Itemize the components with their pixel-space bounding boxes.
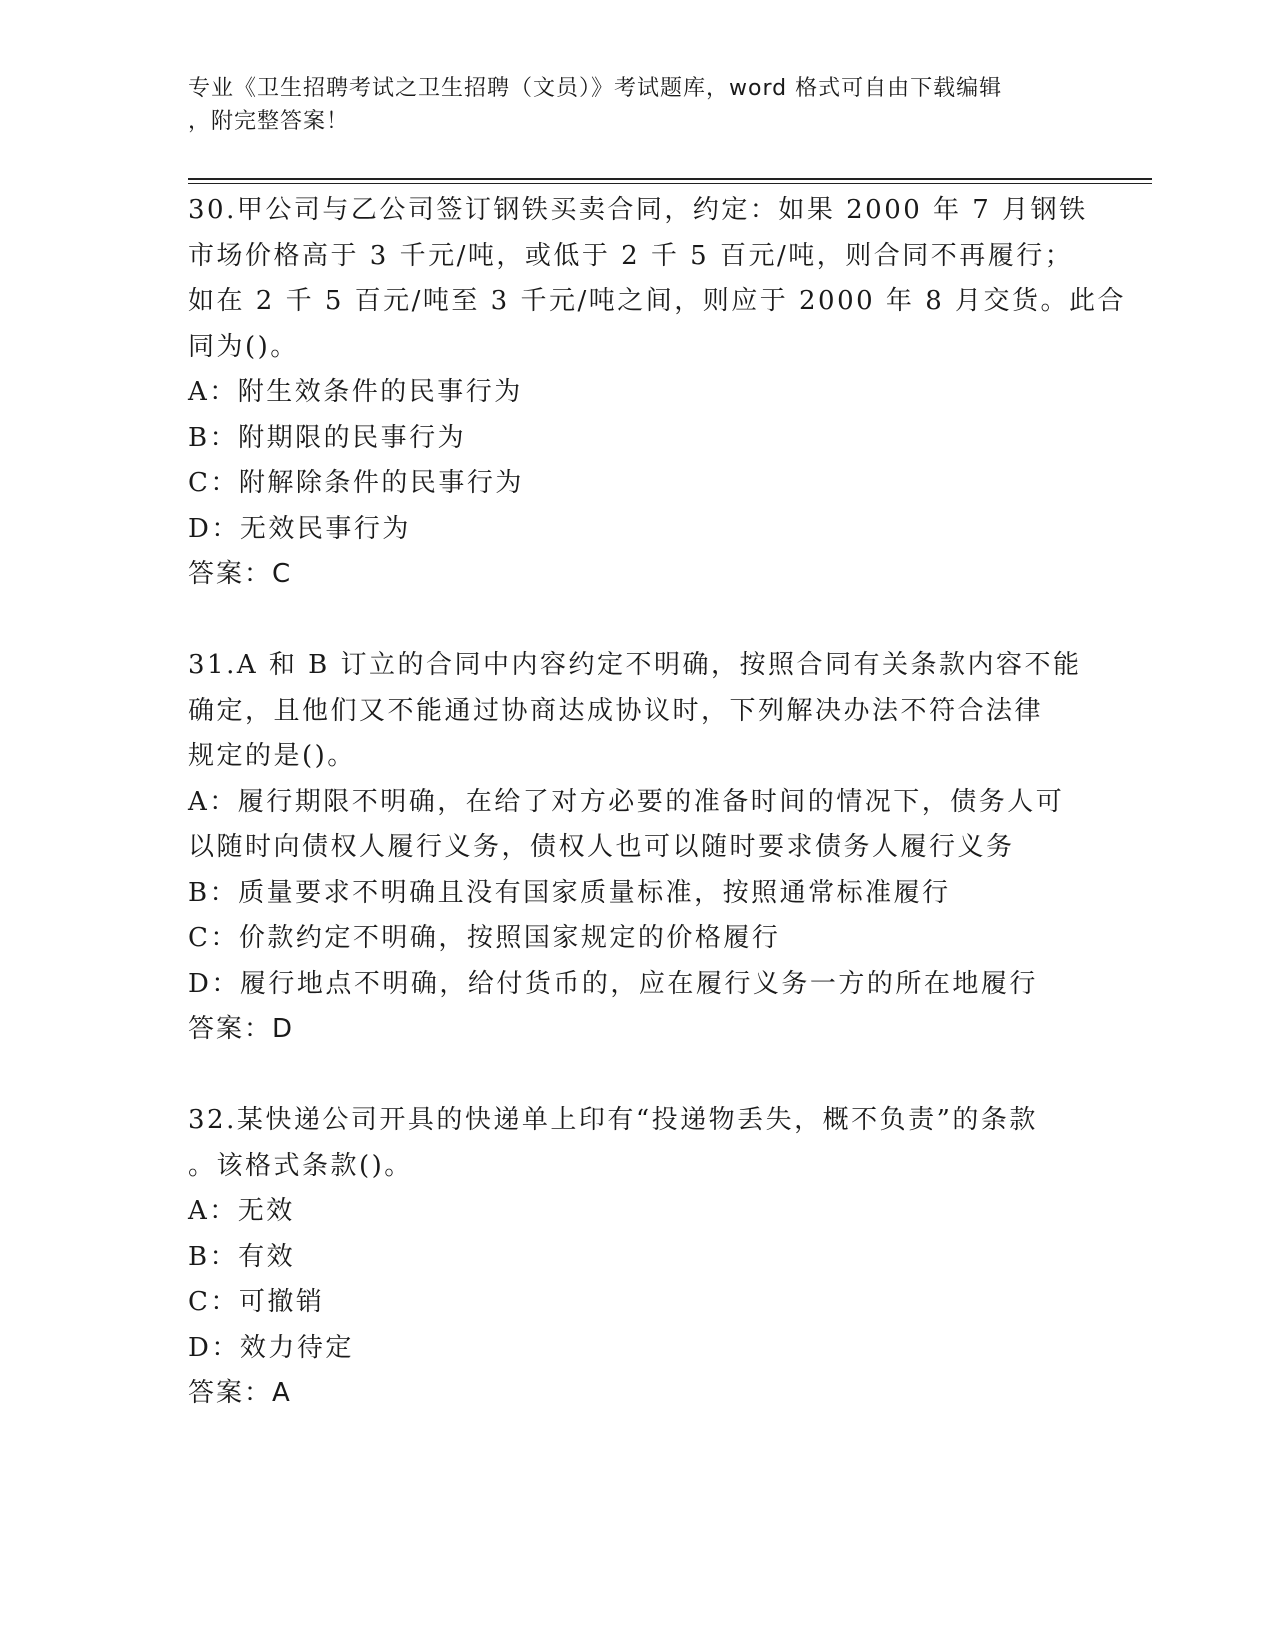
header-divider xyxy=(188,178,1152,184)
question-stem-line: 市场价格高于 3 千元/吨，或低于 2 千 5 百元/吨，则合同不再履行； xyxy=(188,240,1074,271)
option-b: B：有效 xyxy=(188,1241,296,1272)
header-line-1: 专业《卫生招聘考试之卫生招聘（文员）》考试题库，word 格式可自由下载编辑 xyxy=(188,76,1003,101)
question-stem-line: 31.A 和 B 订立的合同中内容约定不明确，按照合同有关条款内容不能 xyxy=(188,650,1082,680)
question-31 xyxy=(188,643,1088,1053)
option-c: C：可撤销 xyxy=(188,1287,325,1317)
question-stem-line: 如在 2 千 5 百元/吨至 3 千元/吨之间，则应于 2000 年 8 月交货。此合 xyxy=(188,286,1127,316)
option-c: C：价款约定不明确，按照国家规定的价格履行 xyxy=(188,923,781,953)
option-a-continued: 以随时向债权人履行义务，债权人也可以随时要求债务人履行义务 xyxy=(188,832,1015,862)
option-d: D：履行地点不明确，给付货币的，应在履行义务一方的所在地履行 xyxy=(188,968,1038,999)
option-d: D：无效民事行为 xyxy=(188,513,411,544)
answer-label: 答案：D xyxy=(188,1014,295,1044)
question-stem-line: 规定的是()。 xyxy=(188,741,356,771)
answer-label: 答案：A xyxy=(188,1378,292,1408)
option-c: C：附解除条件的民事行为 xyxy=(188,468,524,498)
answer-label: 答案：C xyxy=(188,559,293,589)
option-b: B：质量要求不明确且没有国家质量标准，按照通常标准履行 xyxy=(188,877,951,908)
question-32 xyxy=(188,1098,1088,1417)
option-b: B：附期限的民事行为 xyxy=(188,422,467,453)
question-30 xyxy=(188,188,1127,598)
question-stem-line: 32.某快递公司开具的快递单上印有“投递物丢失，概不负责”的条款 xyxy=(188,1105,1038,1135)
question-stem-line: 同为()。 xyxy=(188,331,299,362)
question-stem-line: 。该格式条款()。 xyxy=(188,1150,413,1181)
header-line-2: ，附完整答案！ xyxy=(188,109,350,134)
option-a: A：无效 xyxy=(188,1196,295,1226)
option-d: D：效力待定 xyxy=(188,1332,354,1363)
question-stem-line: 30.甲公司与乙公司签订钢铁买卖合同，约定：如果 2000 年 7 月钢铁 xyxy=(188,195,1088,225)
option-a: A：附生效条件的民事行为 xyxy=(188,377,523,407)
document-header xyxy=(188,72,1088,138)
option-a: A：履行期限不明确，在给了对方必要的准备时间的情况下，债务人可 xyxy=(188,786,1065,817)
question-stem-line: 确定，且他们又不能通过协商达成协议时，下列解决办法不符合法律 xyxy=(188,695,1044,726)
